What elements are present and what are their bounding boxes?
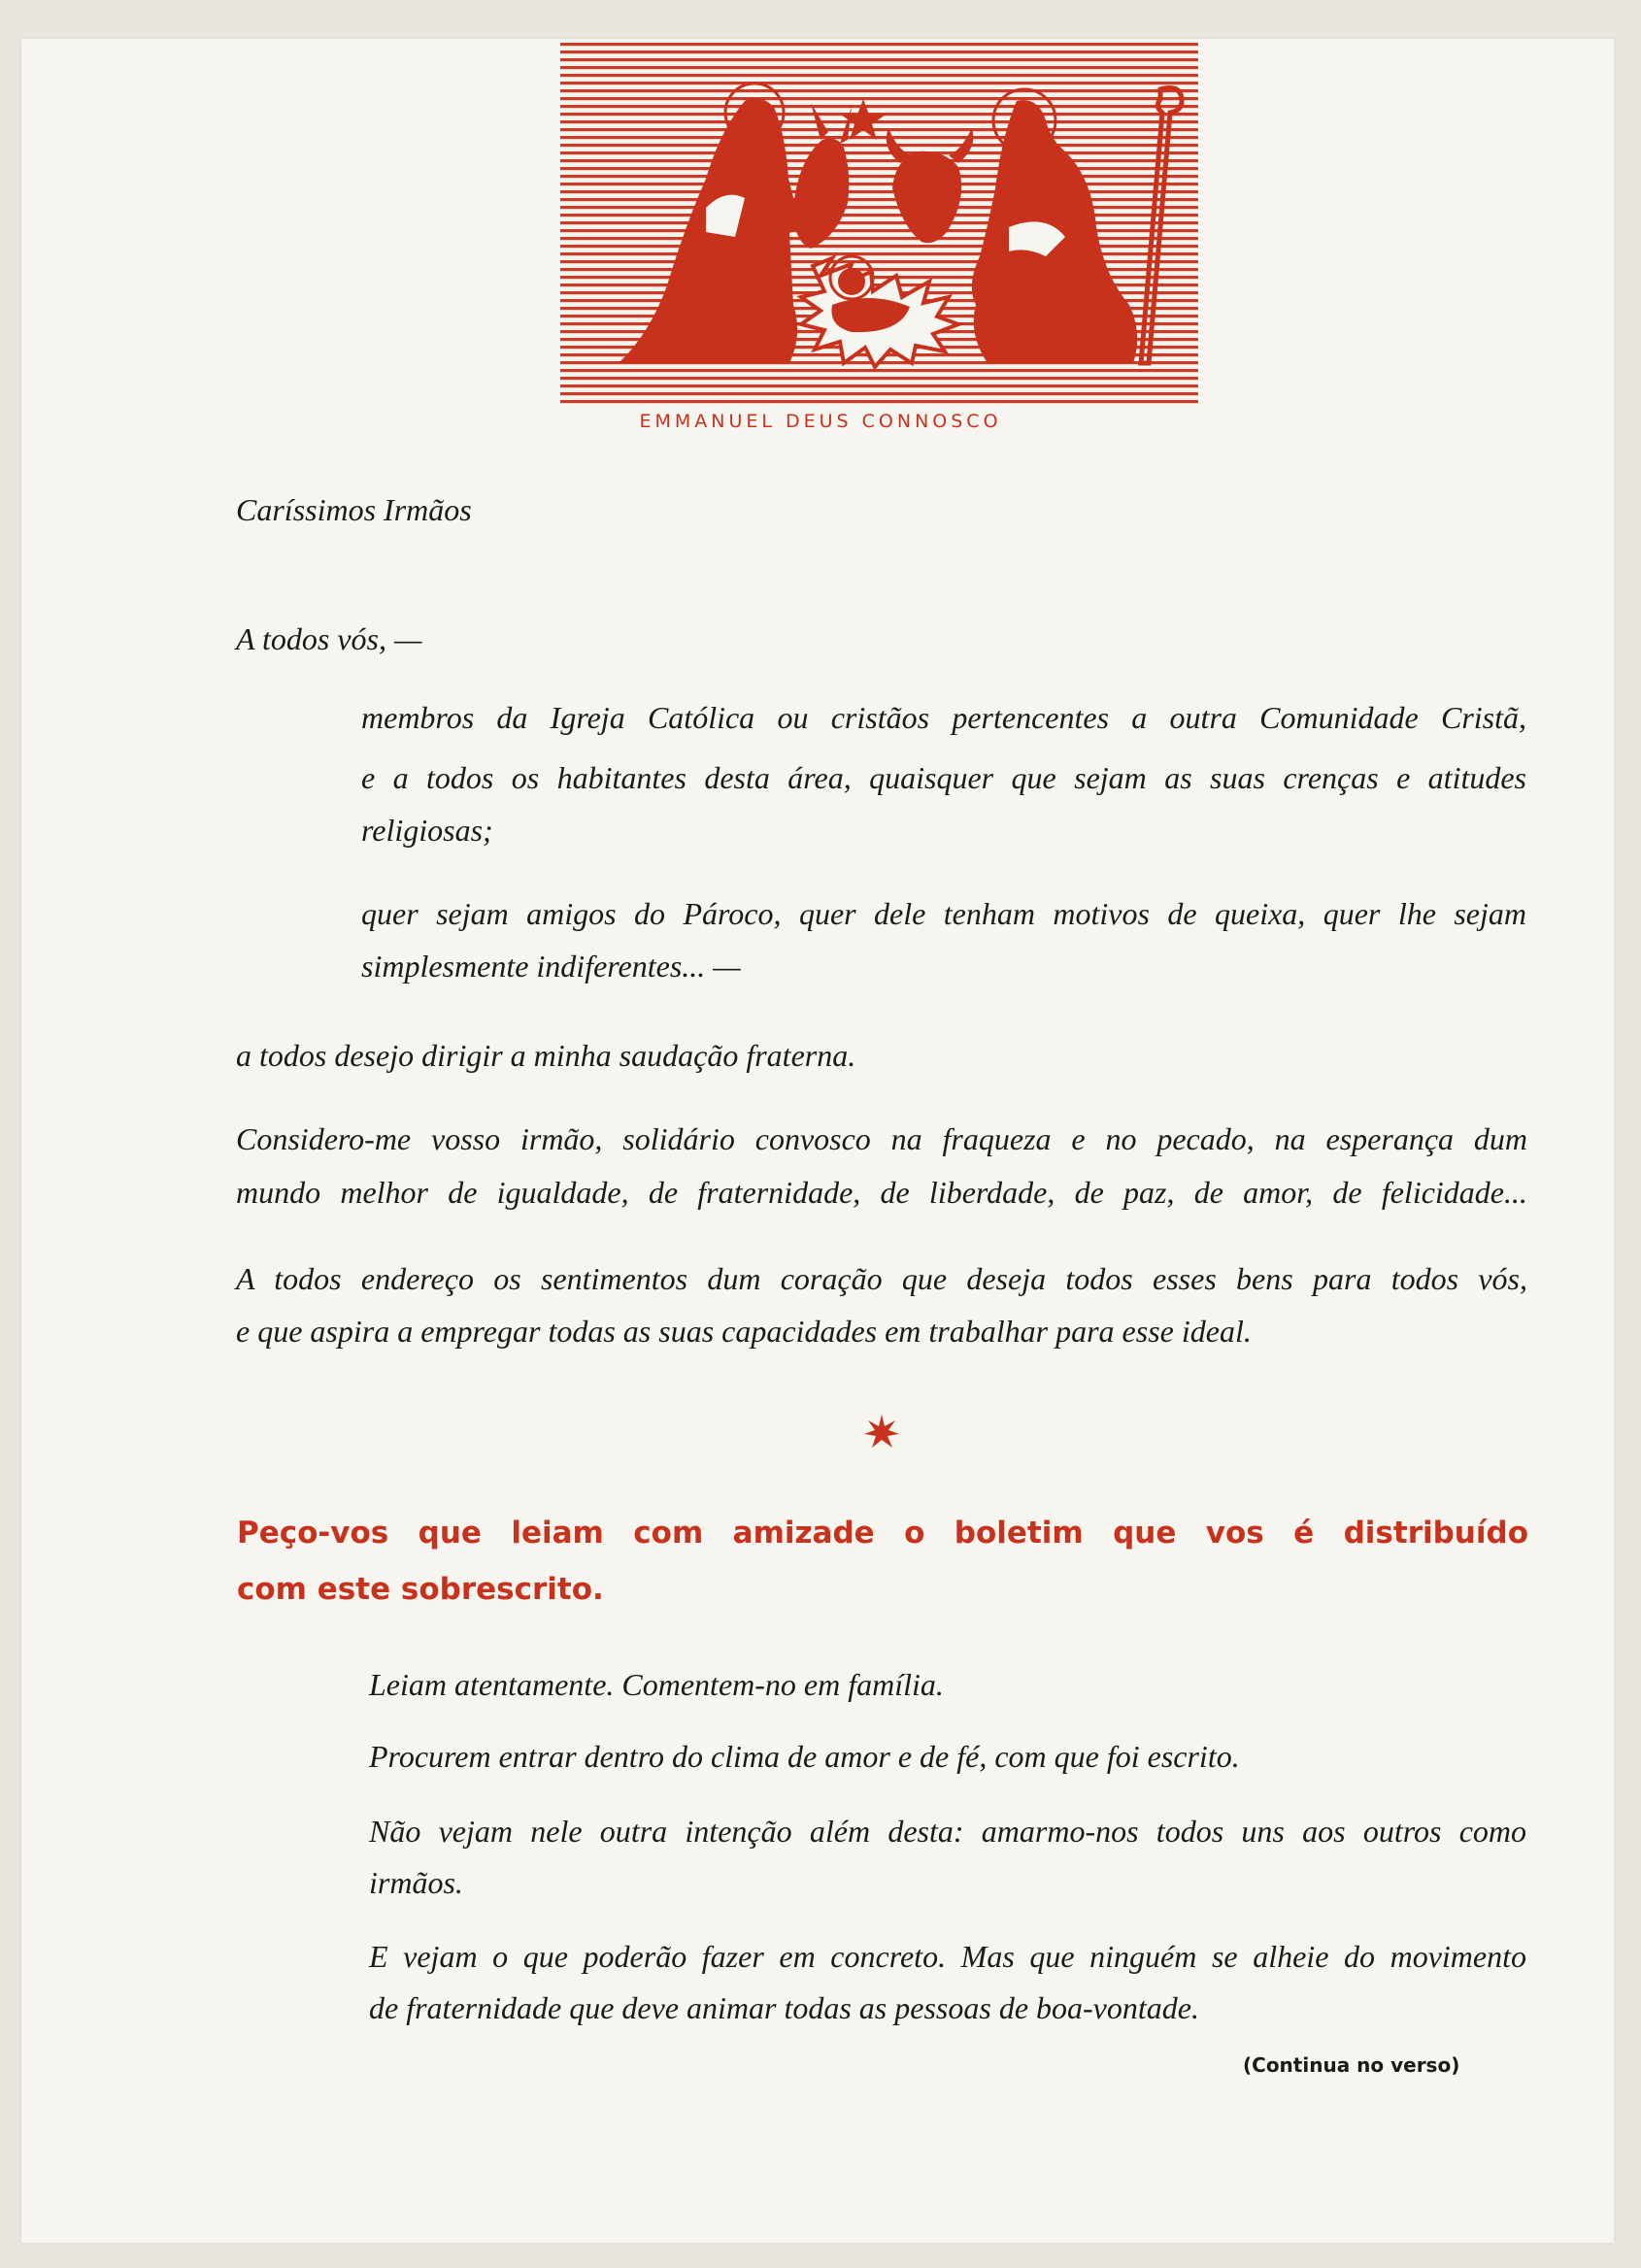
friends-line-2: simplesmente indiferentes... — — [361, 949, 741, 984]
star-ornament-icon — [862, 1413, 901, 1451]
continued-note: (Continua no verso) — [1243, 2053, 1460, 2077]
intention-line-2: irmãos. — [369, 1865, 463, 1900]
intention-line-1: Não vejam nele outra intenção além desta: amarmo-nos todos uns aos outros como — [369, 1814, 1526, 1849]
wishes-line-1: A todos endereço os sentimentos dum coração que deseja todos esses bens para todos vós, — [236, 1261, 1527, 1296]
members-line-3: religiosas; — [361, 813, 493, 848]
brother-line-2: mundo melhor de igualdade, de fraternidade, de liberdade, de paz, de amor, de felicidade... — [236, 1175, 1527, 1210]
request-line-1: Peço-vos que leiam com amizade o boletim que vos é distribuído — [237, 1516, 1528, 1551]
members-line-1: membros da Igreja Católica ou cristãos pertencentes a outra Comunidade Cristã, — [361, 700, 1526, 735]
greeting-line: a todos desejo dirigir a minha saudação fraterna. — [236, 1038, 856, 1073]
request-paragraph — [237, 1505, 1528, 1618]
wishes-line-2: e que aspira a empregar todas as suas capacidades em trabalhar para esse ideal. — [236, 1314, 1252, 1349]
concrete-line-2: de fraternidade que deve animar todas as pessoas de boa-vontade. — [369, 1990, 1199, 2025]
salutation: Caríssimos Irmãos — [236, 492, 472, 527]
members-line-2: e a todos os habitantes desta área, quaisquer que sejam as suas crenças e atitudes — [361, 760, 1526, 795]
read-carefully-line: Leiam atentamente. Comentem-no em família. — [369, 1667, 944, 1702]
concrete-line-1: E vejam o que poderão fazer em concreto. Mas que ninguém se alheie do movimento — [369, 1939, 1526, 1974]
nativity-scene-icon — [560, 43, 1198, 408]
climate-line: Procurem entrar dentro do clima de amor e de fé, com que foi escrito. — [369, 1739, 1240, 1774]
request-line-2: com este sobrescrito. — [237, 1572, 604, 1607]
brother-line-1: Considero-me vosso irmão, solidário convosco na fraqueza e no pecado, na esperança dum — [236, 1121, 1527, 1156]
motto-caption: EMMANUEL DEUS CONNOSCO — [639, 411, 1002, 432]
friends-line-1: quer sejam amigos do Pároco, quer dele tenham motivos de queixa, quer lhe sejam — [361, 896, 1526, 931]
to-all-line: A todos vós, — — [236, 621, 422, 656]
